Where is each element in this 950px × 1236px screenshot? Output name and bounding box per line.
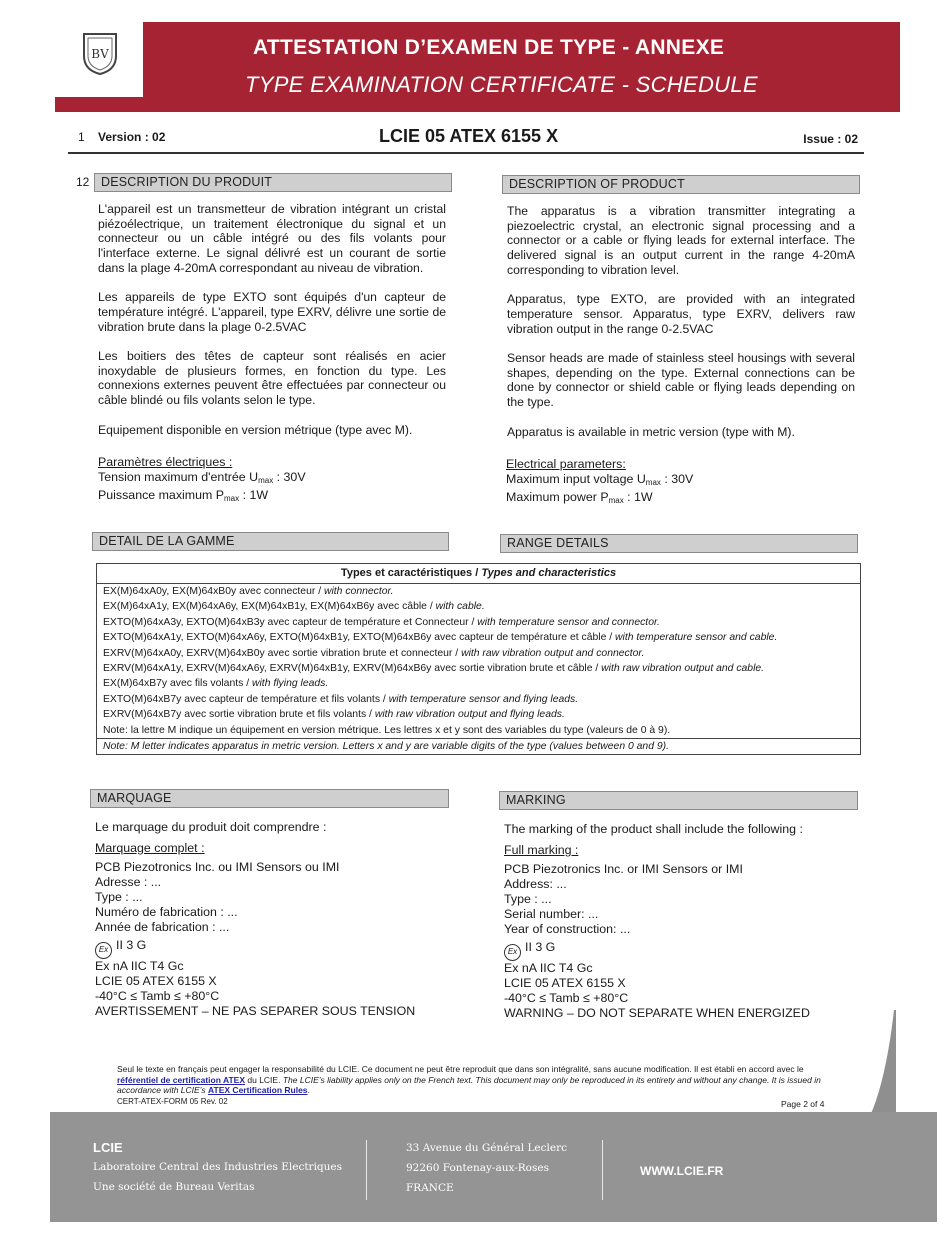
marking-line: PCB Piezotronics Inc. ou IMI Sensors ou IMI [95, 860, 340, 874]
marking-line: Type : ... [95, 890, 143, 904]
marking-fr [95, 820, 445, 1019]
types-table [96, 563, 861, 755]
table-row: EX(M)64xA1y, EX(M)64xA6y, EX(M)64xB1y, EX(M)64xB6y avec câble / with cable. [103, 601, 485, 613]
cert-en: LCIE 05 ATEX 6155 X [504, 976, 626, 990]
marking-en [504, 822, 854, 1021]
tamb-fr: -40°C ≤ Tamb ≤ +80°C [95, 989, 220, 1003]
protection-en: Ex nA IIC T4 Gc [504, 961, 593, 975]
section-number: 12 [76, 175, 90, 189]
section-header-marking-en: MARKING [499, 791, 858, 810]
marking-intro-en: The marking of the product shall include the following : [504, 822, 803, 836]
table-row: EXRV(M)64xA0y, EXRV(M)64xB0y avec sortie vibration brute et connecteur / with raw vibration output and connector. [103, 647, 645, 659]
footer-address-country: FRANCE [406, 1182, 454, 1194]
footer-org-parent: Une société de Bureau Veritas [93, 1181, 255, 1193]
page-number: Page 2 of 4 [781, 1099, 825, 1109]
voltage-en: Maximum input voltage $U_{max}$ : 30V [506, 472, 694, 487]
table-note-en: Note: M letter indicates apparatus in metric version. Letters x and y are variable digits of the type (values between 0 and 9). [97, 738, 860, 754]
section-header-range-fr: DETAIL DE LA GAMME [92, 532, 449, 551]
description-fr-p1: L'appareil est un transmetteur de vibration intégrant un cristal piézoélectrique, un traitement électronique du signal et un connecteur ou un câble intégré ou des fils volants pour l'interface externe. Le signal délivré est un courant de sortie dans la plage 4-20mA correspondant au niveau de vibration. [98, 202, 446, 275]
header-red-strip [55, 97, 145, 112]
table-row: EXRV(M)64xA1y, EXRV(M)64xA6y, EXRV(M)64xB1y, EXRV(M)64xB6y avec sortie vibration brute et câble / with raw vibration output and cable. [103, 663, 765, 675]
table-row: EXRV(M)64xB7y avec sortie vibration brute et fils volants / with raw vibration output and flying leads. [103, 709, 565, 721]
section-header-description-en: DESCRIPTION OF PRODUCT [502, 175, 860, 194]
table-row: EX(M)64xB7y avec fils volants / with flying leads. [103, 678, 329, 690]
description-fr [98, 202, 446, 452]
marking-line: Address: ... [504, 877, 567, 891]
footer-divider [366, 1140, 367, 1200]
params-title-en: Electrical parameters: [506, 457, 626, 471]
atex-referential-link[interactable]: référentiel de certification ATEX [117, 1074, 246, 1085]
title-fr: ATTESTATION D’EXAMEN DE TYPE - ANNEXE [253, 36, 725, 59]
tamb-en: -40°C ≤ Tamb ≤ +80°C [504, 991, 629, 1005]
section-header-description-fr: DESCRIPTION DU PRODUIT [94, 173, 452, 192]
power-fr: Puissance maximum $P_{max}$ : 1W [98, 488, 269, 503]
marking-line: Type : ... [504, 892, 552, 906]
types-table-header: Types et caractéristiques / Types and characteristics [97, 564, 860, 584]
footer-org: LCIE [93, 1140, 123, 1155]
power-en: Maximum power $P_{max}$ : 1W [506, 490, 653, 505]
description-en [507, 204, 855, 454]
description-fr-p3: Les boitiers des têtes de capteur sont réalisés en acier inoxydable de plusieurs formes, en fonction du type. Les connexions externes peuvent être effectuées par connecteur ou câble blindé ou fils volants selon le type. [98, 349, 446, 408]
footer-website-link[interactable]: WWW.LCIE.FR [640, 1164, 724, 1178]
description-en-p2: Apparatus, type EXTO, are provided with an integrated temperature sensor. Apparatus, type EXRV, delivers raw vibration output in the range 0-2.5VAC [507, 292, 855, 336]
description-fr-p4: Equipement disponible en version métrique (type avec M). [98, 422, 413, 437]
version-line [68, 122, 864, 154]
footer-address-street: 33 Avenue du Général Leclerc [406, 1142, 567, 1154]
footer-address-city: 92260 Fontenay-aux-Roses [406, 1162, 549, 1174]
table-row: EX(M)64xA0y, EX(M)64xB0y avec connecteur / with connector. [103, 586, 394, 597]
description-en-p1: The apparatus is a vibration transmitter integrating a piezoelectric crystal, an electronic signal processing and a connector or a cable or flying leads for external interface. The delivered signal is an output current in the range 4-20mA corresponding to vibration level. [507, 204, 855, 277]
marking-line: PCB Piezotronics Inc. or IMI Sensors or IMI [504, 862, 743, 876]
ex-hexagon-icon: Ex [95, 942, 112, 959]
marking-line: Year of construction: ... [504, 922, 631, 936]
ex-group-fr: Ex II 3 G [95, 938, 445, 959]
warning-en: WARNING – DO NOT SEPARATE WHEN ENERGIZED [504, 1006, 810, 1020]
line-number: 1 [78, 130, 85, 144]
params-title-fr: Paramètres électriques : [98, 455, 233, 469]
footer [50, 1112, 937, 1222]
ex-group-en: Ex II 3 G [504, 940, 854, 961]
section-header-marking-fr: MARQUAGE [90, 789, 449, 808]
marking-line: Adresse : ... [95, 875, 162, 889]
description-en-p3: Sensor heads are made of stainless steel housings with several shapes, depending on the type. External connections can be done by connector or shield cable or flying leads depending on the type. [507, 351, 855, 410]
marking-line: Année de fabrication : ... [95, 920, 230, 934]
ex-hexagon-icon: Ex [504, 944, 521, 961]
form-id: CERT-ATEX-FORM 05 Rev. 02 [117, 1097, 228, 1106]
table-row: EXTO(M)64xB7y avec capteur de température et fils volants / with temperature sensor and flying leads. [103, 693, 579, 705]
header-banner [143, 22, 900, 112]
marking-line: Numéro de fabrication : ... [95, 905, 238, 919]
table-row: EXTO(M)64xA3y, EXTO(M)64xB3y avec capteur de température et Connecteur / with temperature sensor and connector. [103, 616, 660, 628]
full-marking-fr: Marquage complet : [95, 841, 205, 855]
version-label: Version : 02 [98, 130, 166, 144]
marking-intro-fr: Le marquage du produit doit comprendre : [95, 820, 327, 834]
electrical-params-en [506, 457, 854, 508]
description-en-p4: Apparatus is available in metric version (type with M). [507, 424, 795, 439]
electrical-params-fr [98, 455, 446, 506]
table-row: EXTO(M)64xA1y, EXTO(M)64xA6y, EXTO(M)64xB1y, EXTO(M)64xB6y avec capteur de température et câble / with temperature sensor and cable. [103, 632, 778, 644]
atex-rules-link[interactable]: ATEX Certification Rules [208, 1085, 308, 1096]
bureau-veritas-seal-icon [80, 28, 120, 76]
certificate-reference: LCIE 05 ATEX 6155 X [379, 126, 559, 146]
full-marking-en: Full marking : [504, 843, 579, 857]
footer-org-name: Laboratoire Central des Industries Electriques [93, 1161, 343, 1173]
issue-label: Issue : 02 [803, 132, 858, 146]
svg-text:BV: BV [91, 47, 109, 61]
protection-fr: Ex nA IIC T4 Gc [95, 959, 184, 973]
warning-fr: AVERTISSEMENT – NE PAS SEPARER SOUS TENSION [95, 1004, 416, 1018]
cert-fr: LCIE 05 ATEX 6155 X [95, 974, 217, 988]
scan-edge-decoration [870, 1010, 896, 1116]
description-fr-p2: Les appareils de type EXTO sont équipés d'un capteur de température intégré. L'appareil, type EXRV, délivre une sortie de vibration brute dans la plage 0-2.5VAC [98, 290, 446, 334]
title-en: TYPE EXAMINATION CERTIFICATE - SCHEDULE [245, 72, 758, 97]
voltage-fr: Tension maximum d'entrée $U_{max}$ : 30V [98, 470, 306, 485]
disclaimer: Seul le texte en français peut engager la responsabilité du LCIE. Ce document ne peut être reproduit que dans son intégralité, sans aucune modification. Il est établi en accord avec le référentiel de certification ATEX du LCIE. The LCIE’s liability applies only on the French text. This document may only be reproduced in its entirety and without any change. It is issued in accordance with LCIE’s ATEX Certification Rules. [117, 1064, 821, 1096]
marking-line: Serial number: ... [504, 907, 599, 921]
footer-divider [602, 1140, 603, 1200]
section-header-range-en: RANGE DETAILS [500, 534, 858, 553]
table-note-fr: Note: la lettre M indique un équipement en version métrique. Les lettres x et y sont des variables du type (valeurs de 0 à 9). [103, 724, 671, 736]
